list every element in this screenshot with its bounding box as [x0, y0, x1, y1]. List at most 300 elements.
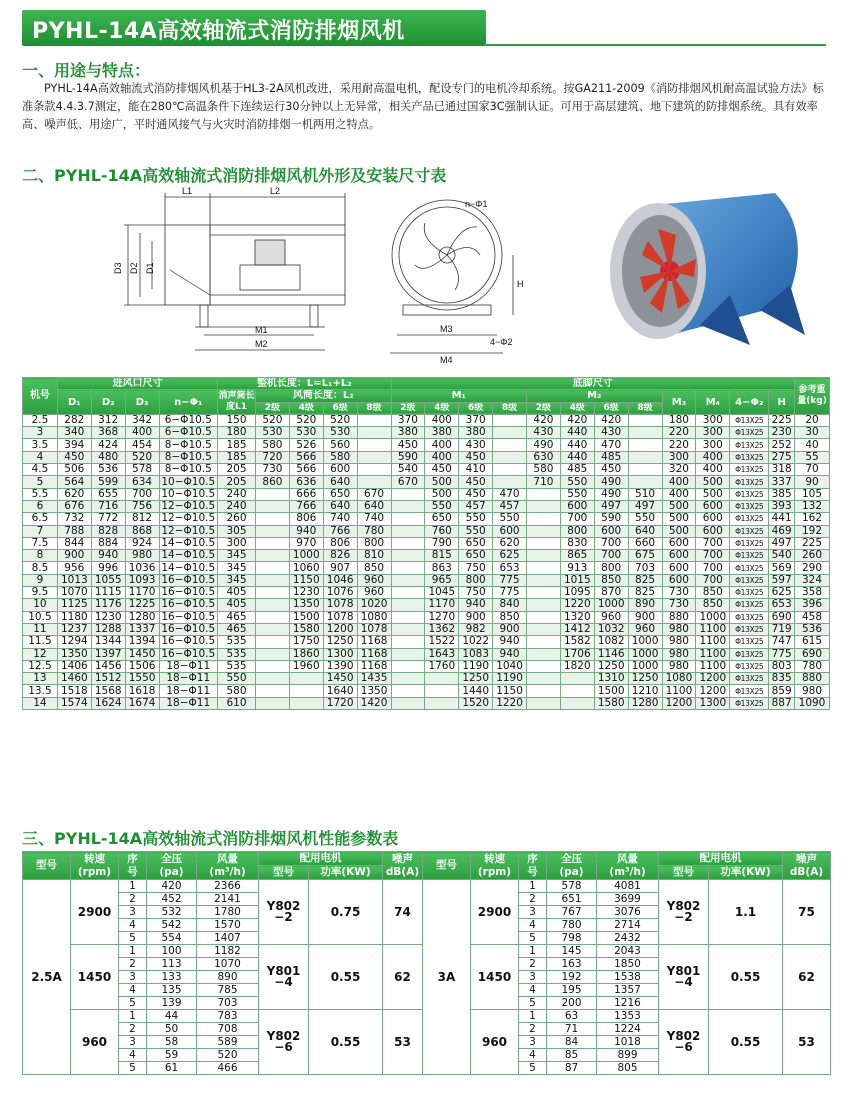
table-cell: 580: [255, 439, 289, 451]
table-cell: 260: [218, 513, 256, 525]
table-cell: 600: [493, 525, 527, 537]
th-stage: 4级: [289, 402, 323, 414]
table-cell: [493, 427, 527, 439]
table-cell: 500: [662, 513, 696, 525]
table-cell: 1390: [323, 660, 357, 672]
table-cell: 490: [594, 488, 628, 500]
table-cell: 420: [560, 414, 594, 426]
table-cell: 980: [662, 623, 696, 635]
table-cell: 700: [594, 550, 628, 562]
table-cell: [255, 648, 289, 660]
table-cell: 747: [769, 636, 795, 648]
table-cell: 1362: [425, 623, 459, 635]
table-cell: 1: [119, 945, 147, 958]
table-cell: 205: [218, 476, 256, 488]
table-cell: 703: [628, 562, 662, 574]
table-cell: 497: [594, 500, 628, 512]
th-stage: 6级: [323, 402, 357, 414]
table-cell: 7.5: [23, 537, 58, 549]
table-cell: 542: [147, 919, 197, 932]
table-cell: 730: [662, 599, 696, 611]
table-cell: 566: [289, 451, 323, 463]
table-row: [23, 464, 830, 476]
table-cell: 497: [769, 537, 795, 549]
table-cell: 550: [560, 488, 594, 500]
table-cell: 400: [125, 427, 159, 439]
table-cell: 600: [696, 513, 730, 525]
table-cell: 1288: [91, 623, 125, 635]
table-cell: [357, 476, 391, 488]
table-cell: 1078: [357, 623, 391, 635]
table-cell: 1350: [57, 648, 91, 660]
table-cell: 1820: [560, 660, 594, 672]
table-cell: 597: [769, 574, 795, 586]
power-cell: 0.55: [309, 945, 383, 1010]
table-cell: 600: [594, 525, 628, 537]
table-cell: 205: [218, 464, 256, 476]
table-cell: 424: [91, 439, 125, 451]
th-flow-label: 风量: [617, 852, 638, 865]
table-cell: 536: [91, 464, 125, 476]
table-cell: 708: [197, 1023, 259, 1036]
table-cell: 530: [255, 427, 289, 439]
table-cell: 780: [795, 660, 830, 672]
table-cell: 12−Φ10.5: [159, 500, 218, 512]
label-m2: M2: [255, 339, 268, 349]
table-cell: 815: [425, 550, 459, 562]
table-row: [23, 673, 830, 685]
table-cell: 780: [547, 919, 597, 932]
table-cell: Φ13X25: [730, 673, 769, 685]
table-cell: 1060: [289, 562, 323, 574]
table-cell: 960: [357, 574, 391, 586]
power-cell: 0.55: [709, 1010, 783, 1075]
table-cell: 63: [547, 1010, 597, 1023]
table-cell: 790: [425, 537, 459, 549]
th-m3: M₃: [662, 390, 696, 415]
table-cell: 410: [459, 464, 493, 476]
table-cell: 10−Φ10.5: [159, 476, 218, 488]
table-cell: 812: [125, 513, 159, 525]
model-cell: 2.5A: [23, 880, 71, 1075]
table-cell: 980: [662, 648, 696, 660]
table-cell: 940: [493, 648, 527, 660]
table-cell: 766: [289, 500, 323, 512]
table-row: [23, 414, 830, 426]
table-cell: 580: [218, 685, 256, 697]
table-cell: 640: [357, 500, 391, 512]
table-cell: 150: [218, 414, 256, 426]
table-cell: [527, 500, 561, 512]
table-cell: 650: [459, 550, 493, 562]
table-cell: 640: [628, 525, 662, 537]
table-cell: [255, 513, 289, 525]
table-cell: 14: [23, 697, 58, 709]
table-cell: 6.5: [23, 513, 58, 525]
table-cell: 1146: [594, 648, 628, 660]
table-cell: [527, 488, 561, 500]
table-cell: 1040: [493, 660, 527, 672]
table-cell: 4: [519, 919, 547, 932]
th-flow: [597, 852, 659, 880]
th-motor: 配用电机: [259, 852, 383, 866]
table-cell: 1: [519, 945, 547, 958]
table-cell: 653: [493, 562, 527, 574]
table-cell: 1582: [560, 636, 594, 648]
table-cell: 90: [795, 476, 830, 488]
table-row: [23, 476, 830, 488]
table-cell: 700: [696, 550, 730, 562]
table-cell: Φ13X25: [730, 464, 769, 476]
table-cell: 400: [425, 451, 459, 463]
table-cell: Φ13X25: [730, 611, 769, 623]
table-cell: 766: [323, 525, 357, 537]
th-flow: [197, 852, 259, 880]
table-cell: 1310: [594, 673, 628, 685]
table-cell: [255, 525, 289, 537]
table-cell: 13: [23, 673, 58, 685]
table-row: [23, 500, 830, 512]
table-cell: 18−Φ11: [159, 685, 218, 697]
table-cell: 450: [459, 488, 493, 500]
th-inlet: 进风口尺寸: [57, 378, 217, 390]
table-cell: 1150: [289, 574, 323, 586]
table-cell: 132: [795, 500, 830, 512]
table-cell: [255, 488, 289, 500]
table-cell: 1760: [425, 660, 459, 672]
table-cell: [255, 611, 289, 623]
table-cell: 1407: [197, 932, 259, 945]
th-pressure-label: 全压: [561, 852, 582, 865]
motor-model-b: −6: [674, 1040, 693, 1054]
table-cell: 863: [425, 562, 459, 574]
table-cell: [628, 427, 662, 439]
table-cell: [255, 562, 289, 574]
table-cell: 550: [459, 513, 493, 525]
table-cell: 162: [795, 513, 830, 525]
table-cell: 1190: [493, 673, 527, 685]
table-cell: [493, 464, 527, 476]
table-cell: 785: [197, 984, 259, 997]
table-cell: 965: [425, 574, 459, 586]
table-cell: 260: [795, 550, 830, 562]
table-cell: 660: [628, 537, 662, 549]
table-cell: 345: [218, 550, 256, 562]
table-cell: 1020: [357, 599, 391, 611]
table-cell: [628, 414, 662, 426]
th-pressure: [547, 852, 597, 880]
table-cell: 18−Φ11: [159, 697, 218, 709]
table-cell: 16−Φ10.5: [159, 611, 218, 623]
table-cell: 1180: [57, 611, 91, 623]
table-cell: 342: [125, 414, 159, 426]
table-cell: 1013: [57, 574, 91, 586]
table-cell: [391, 587, 425, 599]
table-cell: [493, 476, 527, 488]
table-cell: [357, 439, 391, 451]
table-cell: 675: [628, 550, 662, 562]
table-cell: 1095: [560, 587, 594, 599]
table-row: [23, 636, 830, 648]
table-row: [23, 697, 830, 709]
table-cell: [527, 525, 561, 537]
table-cell: [357, 427, 391, 439]
table-cell: 14−Φ10.5: [159, 537, 218, 549]
th-m4: M₄: [696, 390, 730, 415]
table-cell: 9.5: [23, 587, 58, 599]
table-cell: 10.5: [23, 611, 58, 623]
table-cell: 1083: [459, 648, 493, 660]
speed-cell: 960: [471, 1010, 519, 1075]
table-cell: [391, 648, 425, 660]
table-cell: 535: [218, 660, 256, 672]
table-cell: 1230: [289, 587, 323, 599]
th-motor-model: 型号: [259, 866, 309, 880]
table-cell: 396: [795, 599, 830, 611]
table-cell: 2.5: [23, 414, 58, 426]
table-cell: 4: [119, 919, 147, 932]
table-cell: 700: [125, 488, 159, 500]
table-cell: 58: [147, 1036, 197, 1049]
table-cell: 400: [662, 476, 696, 488]
table-cell: 775: [493, 587, 527, 599]
table-cell: 1100: [662, 685, 696, 697]
table-cell: 600: [662, 550, 696, 562]
table-cell: 806: [323, 537, 357, 549]
fan-photo: [600, 185, 825, 355]
table-cell: [628, 464, 662, 476]
table-cell: 3: [119, 1036, 147, 1049]
table-cell: 1397: [91, 648, 125, 660]
table-cell: [255, 636, 289, 648]
table-cell: 650: [425, 513, 459, 525]
table-cell: 1538: [597, 971, 659, 984]
table-cell: [391, 574, 425, 586]
table-cell: 11.5: [23, 636, 58, 648]
table-cell: 880: [662, 611, 696, 623]
table-cell: 2366: [197, 880, 259, 893]
th-seq-label2: 号: [127, 865, 138, 878]
table-cell: 564: [57, 476, 91, 488]
table-cell: 1750: [289, 636, 323, 648]
table-cell: 1045: [425, 587, 459, 599]
table-cell: 1440: [459, 685, 493, 697]
table-cell: 1168: [357, 636, 391, 648]
table-cell: 1036: [125, 562, 159, 574]
table-cell: 5: [519, 932, 547, 945]
table-cell: 8.5: [23, 562, 58, 574]
table-cell: 11: [23, 623, 58, 635]
table-cell: 740: [357, 513, 391, 525]
table-cell: 450: [459, 476, 493, 488]
th-stage: 2级: [527, 402, 561, 414]
table-cell: 666: [289, 488, 323, 500]
table-cell: 670: [391, 476, 425, 488]
label-m4: M4: [440, 355, 453, 365]
table-cell: 1168: [357, 648, 391, 660]
table-row: [23, 562, 830, 574]
table-cell: 676: [57, 500, 91, 512]
th-noise: [783, 852, 831, 880]
table-cell: 783: [197, 1010, 259, 1023]
table-cell: 4: [119, 984, 147, 997]
table-cell: 440: [560, 427, 594, 439]
table-cell: 20: [795, 414, 830, 426]
table-cell: 900: [628, 611, 662, 623]
table-cell: 760: [425, 525, 459, 537]
th-speed: [471, 852, 519, 880]
table-cell: 960: [594, 611, 628, 623]
th-stage: 6级: [459, 402, 493, 414]
table-cell: 1353: [597, 1010, 659, 1023]
table-cell: [289, 685, 323, 697]
table-cell: 1150: [493, 685, 527, 697]
table-cell: 732: [57, 513, 91, 525]
table-cell: 3076: [597, 906, 659, 919]
table-cell: 825: [628, 574, 662, 586]
table-cell: 1080: [357, 611, 391, 623]
fan-front-view-diagram: [385, 195, 535, 370]
table-cell: 465: [218, 611, 256, 623]
table-cell: Φ13X25: [730, 451, 769, 463]
table-cell: 5: [519, 997, 547, 1010]
table-cell: 1350: [357, 685, 391, 697]
label-d2: D2: [129, 262, 139, 274]
table-cell: 469: [769, 525, 795, 537]
table-cell: 200: [547, 997, 597, 1010]
table-cell: Φ13X25: [730, 500, 769, 512]
table-cell: 1280: [628, 697, 662, 709]
th-seq-label2: 号: [527, 865, 538, 878]
table-cell: 1078: [323, 599, 357, 611]
table-cell: 3: [519, 971, 547, 984]
table-cell: 457: [493, 500, 527, 512]
table-cell: 3: [519, 906, 547, 919]
table-cell: 578: [125, 464, 159, 476]
table-cell: 55: [795, 451, 830, 463]
table-cell: 1100: [696, 648, 730, 660]
table-cell: 1250: [594, 660, 628, 672]
table-row: [23, 574, 830, 586]
table-cell: 750: [459, 562, 493, 574]
th-noise-unit: dB(A): [789, 865, 824, 878]
table-cell: 600: [696, 525, 730, 537]
table-cell: 133: [147, 971, 197, 984]
table-cell: 1435: [357, 673, 391, 685]
table-cell: 1450: [125, 648, 159, 660]
table-cell: 1500: [594, 685, 628, 697]
table-cell: 1090: [795, 697, 830, 709]
table-cell: 980: [125, 550, 159, 562]
table-cell: 1168: [357, 660, 391, 672]
table-cell: 440: [560, 451, 594, 463]
table-cell: 2714: [597, 919, 659, 932]
label-d3: D3: [113, 262, 123, 274]
table-cell: Φ13X25: [730, 574, 769, 586]
table-cell: [527, 673, 561, 685]
table-cell: 405: [218, 587, 256, 599]
table-cell: 13.5: [23, 685, 58, 697]
table-cell: 982: [459, 623, 493, 635]
noise-cell: 53: [783, 1010, 831, 1075]
table-cell: 1200: [662, 697, 696, 709]
th-speed: [71, 852, 119, 880]
table-cell: 4: [519, 1049, 547, 1062]
table-cell: 716: [91, 500, 125, 512]
table-cell: 8−Φ10.5: [159, 451, 218, 463]
table-cell: [560, 673, 594, 685]
table-cell: 240: [218, 500, 256, 512]
table-cell: 370: [459, 414, 493, 426]
table-cell: 520: [323, 414, 357, 426]
th-stage: 8级: [493, 402, 527, 414]
table-cell: [493, 414, 527, 426]
table-cell: 1182: [197, 945, 259, 958]
table-cell: 890: [628, 599, 662, 611]
table-cell: 803: [769, 660, 795, 672]
motor-model-b: −4: [674, 975, 693, 989]
table-cell: 550: [493, 513, 527, 525]
table-cell: 1000: [594, 599, 628, 611]
table-cell: 1412: [560, 623, 594, 635]
table-cell: 630: [527, 451, 561, 463]
table-cell: Φ13X25: [730, 623, 769, 635]
table-cell: [527, 697, 561, 709]
table-cell: Φ13X25: [730, 550, 769, 562]
table-cell: 400: [696, 464, 730, 476]
table-cell: 180: [662, 414, 696, 426]
table-cell: [391, 623, 425, 635]
table-cell: 907: [323, 562, 357, 574]
th-d3: D₃: [125, 390, 159, 415]
table-cell: 767: [547, 906, 597, 919]
table-cell: 1070: [57, 587, 91, 599]
table-cell: 5: [519, 1062, 547, 1075]
table-row: [23, 550, 830, 562]
table-cell: 1076: [323, 587, 357, 599]
th-pressure-unit: (pa): [159, 865, 184, 878]
table-cell: 485: [594, 451, 628, 463]
table-cell: 380: [391, 427, 425, 439]
table-cell: 530: [323, 427, 357, 439]
table-cell: 740: [323, 513, 357, 525]
table-cell: 70: [795, 464, 830, 476]
intro-text: [22, 80, 832, 134]
table-cell: [425, 673, 459, 685]
model-cell: 3A: [423, 880, 471, 1075]
table-cell: 1850: [597, 958, 659, 971]
table-cell: 441: [769, 513, 795, 525]
table-cell: 670: [357, 488, 391, 500]
table-row: [23, 513, 830, 525]
table-cell: 550: [628, 513, 662, 525]
table-cell: 805: [597, 1062, 659, 1075]
table-cell: 900: [493, 623, 527, 635]
table-row: [23, 439, 830, 451]
table-cell: 1237: [57, 623, 91, 635]
table-cell: 620: [57, 488, 91, 500]
table-cell: Φ13X25: [730, 636, 769, 648]
table-cell: [628, 451, 662, 463]
table-cell: 520: [289, 414, 323, 426]
th-stage: 6级: [594, 402, 628, 414]
table-cell: 2432: [597, 932, 659, 945]
table-cell: [628, 476, 662, 488]
table-cell: 655: [91, 488, 125, 500]
table-cell: 2: [119, 958, 147, 971]
label-phi2: 4−Φ2: [490, 337, 513, 347]
table-cell: 300: [696, 414, 730, 426]
